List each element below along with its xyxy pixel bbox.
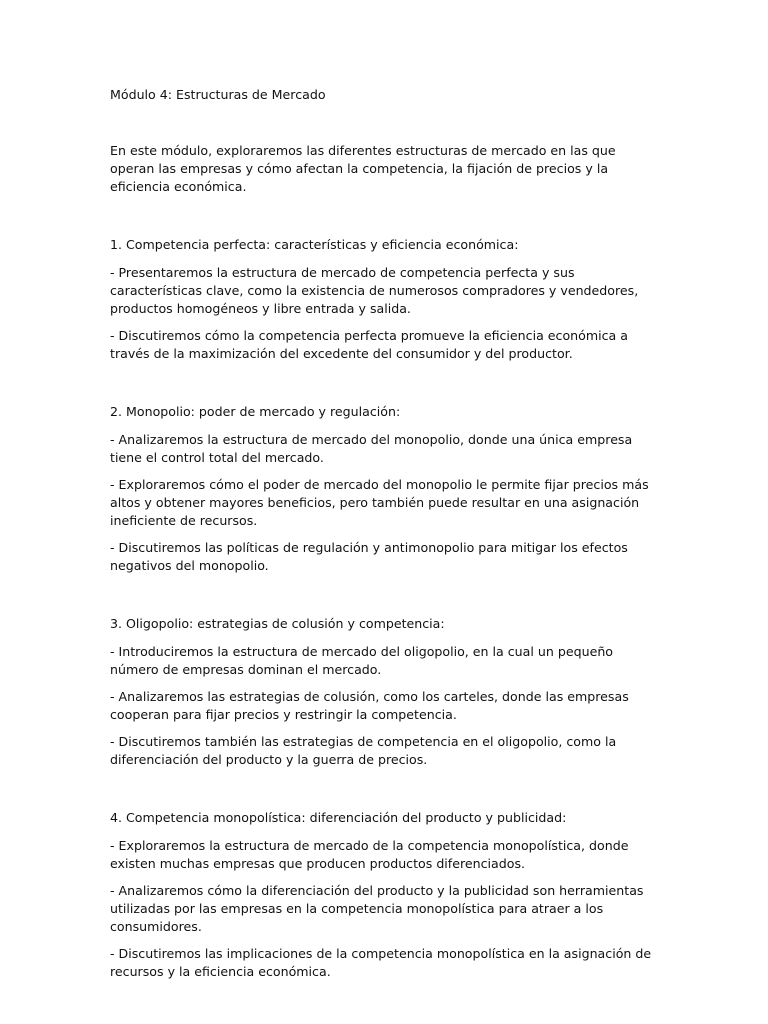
section-monopolio [110,403,658,575]
bullet-paragraph: - Analizaremos la estructura de mercado del monopolio, donde una única empresa tiene el control total del mercado. [110,432,633,465]
section-competencia-perfecta [110,236,658,363]
bullet-paragraph: - Discutiremos también las estrategias de competencia en el oligopolio, como la diferenciación del producto y la guerra de precios. [110,734,617,767]
section-heading: 3. Oligopolio: estrategias de colusión y competencia: [110,616,445,631]
intro-paragraph: En este módulo, exploraremos las diferentes estructuras de mercado en las que operan las empresas y cómo afectan la competencia, la fijación de precios y la eficiencia económica. [110,143,616,194]
bullet-paragraph: - Exploraremos la estructura de mercado de la competencia monopolística, donde existen muchas empresas que producen productos diferenciados. [110,838,629,871]
section-competencia-monopolistica [110,809,658,981]
bullet-paragraph: - Discutiremos las políticas de regulación y antimonopolio para mitigar los efectos negativos del monopolio. [110,540,628,573]
bullet-paragraph: - Exploraremos cómo el poder de mercado del monopolio le permite fijar precios más altos y obtener mayores beneficios, pero también puede resultar en una asignación ineficiente de recursos. [110,477,649,528]
bullet-paragraph: - Discutiremos las implicaciones de la competencia monopolística en la asignación de recursos y la eficiencia económica. [110,946,652,979]
bullet-paragraph: - Introduciremos la estructura de mercado del oligopolio, en la cual un pequeño número de empresas dominan el mercado. [110,644,613,677]
bullet-paragraph: - Analizaremos las estrategias de colusión, como los carteles, donde las empresas cooperan para fijar precios y restringir la competencia. [110,689,629,722]
section-heading: 4. Competencia monopolística: diferenciación del producto y publicidad: [110,810,567,825]
bullet-paragraph: - Presentaremos la estructura de mercado de competencia perfecta y sus características clave, como la existencia de numerosos compradores y vendedores, productos homogéneos y libre entrada y salida. [110,265,639,316]
section-oligopolio [110,615,658,769]
section-heading: 2. Monopolio: poder de mercado y regulación: [110,404,401,419]
document-page [110,86,658,990]
bullet-paragraph: - Discutiremos cómo la competencia perfecta promueve la eficiencia económica a través de la maximización del excedente del consumidor y del productor. [110,328,628,361]
bullet-paragraph: - Analizaremos cómo la diferenciación del producto y la publicidad son herramientas utilizadas por las empresas en la competencia monopolística para atraer a los consumidores. [110,883,644,934]
section-heading: 1. Competencia perfecta: características y eficiencia económica: [110,237,519,252]
document-title: Módulo 4: Estructuras de Mercado [110,87,326,102]
